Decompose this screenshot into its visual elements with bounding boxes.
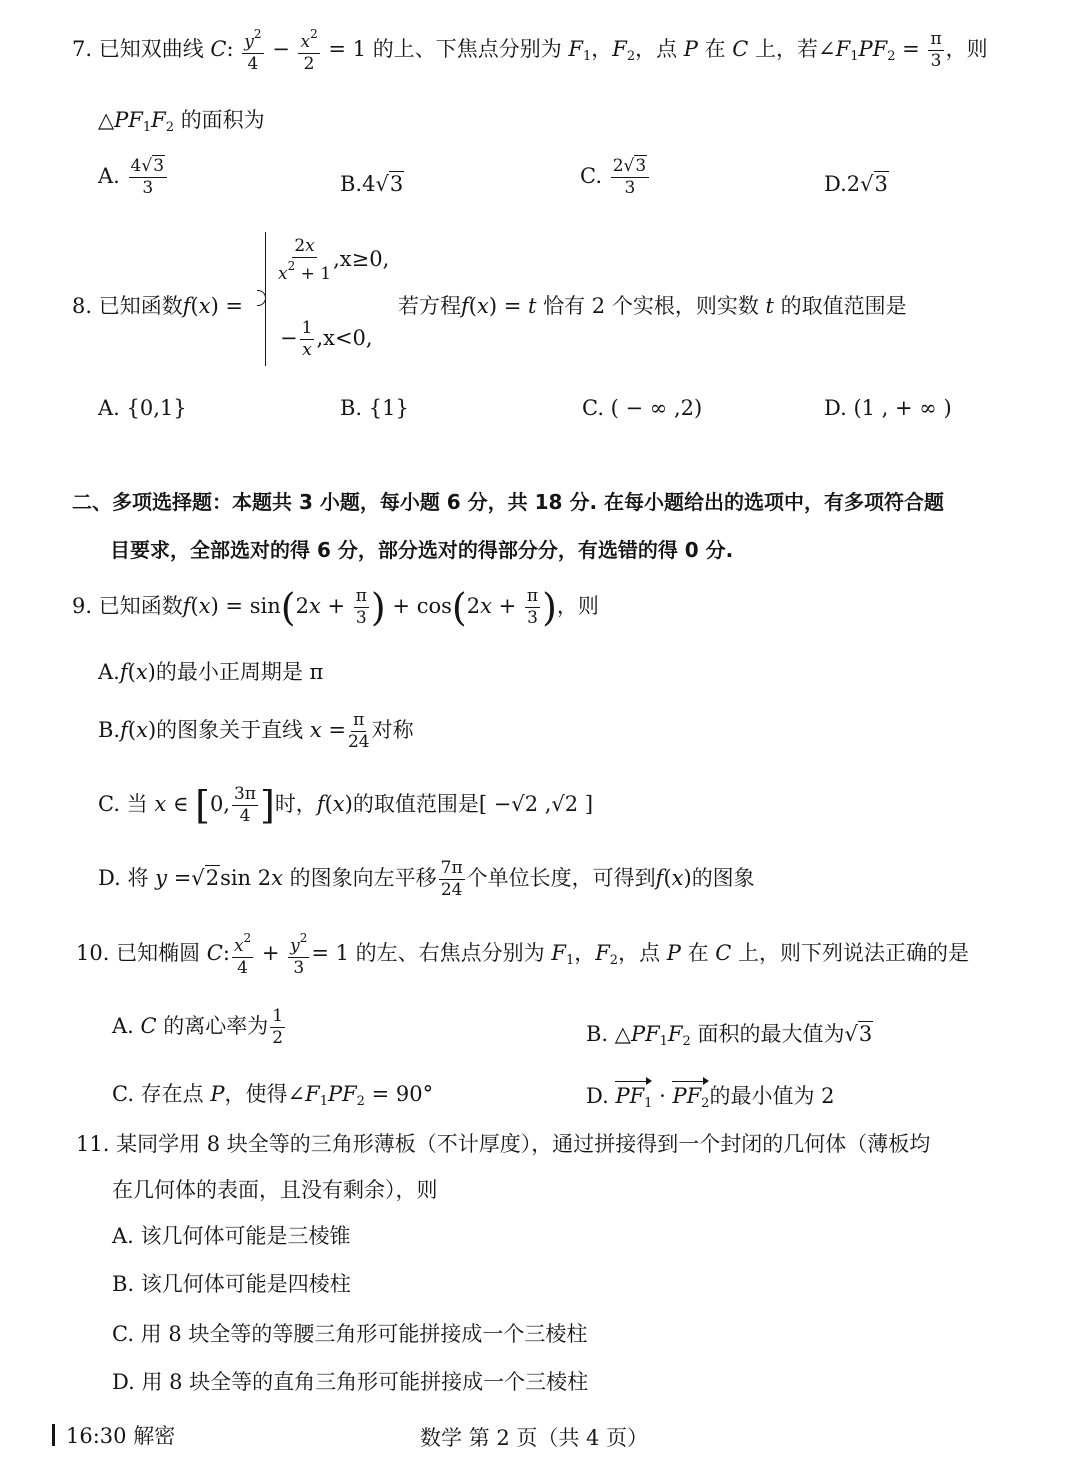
q7-stem-line2: $\triangle PF_1F_2$ 的面积为 bbox=[98, 108, 265, 135]
q9-stem: 9. 已知函数f(x) = sin(2x + $\frac{\pi}{3}$ ) + cos(2x + $\frac{\pi}{3}$ )，则 bbox=[72, 585, 599, 630]
q9-option-c[interactable]: C. 当 x ∈ [0, $\frac{3\pi}{4}$ ]时，f(x)的取值范围是[ −√2 ,√2 ] bbox=[98, 783, 594, 828]
q11-stem-line2: 在几何体的表面，且没有剩余），则 bbox=[112, 1178, 438, 1202]
q8-case-1: $\frac{2x}{x^2 + 1}$ ,x≥0, bbox=[278, 236, 390, 284]
q9-option-d[interactable]: D. 将 y =√2sin 2x 的图象向左平移 $\frac{7\pi}{24}$ 个单位长度，可得到f(x)的图象 bbox=[98, 858, 755, 900]
q10-option-d[interactable]: D. $PF_1 \cdot PF_2$的最小值为 2 bbox=[586, 1084, 835, 1111]
q11-option-a[interactable]: A. 该几何体可能是三棱锥 bbox=[112, 1224, 351, 1248]
q7-option-b[interactable]: B.4√3 bbox=[340, 172, 404, 196]
q11-number: 11. bbox=[76, 1132, 110, 1156]
q9-option-a[interactable]: A.f(x)的最小正周期是 π bbox=[98, 660, 324, 684]
q7-frac-x2-2: $\frac{x^2}{2}$ bbox=[300, 27, 318, 74]
q8-piecewise-brace bbox=[265, 232, 274, 366]
q7-option-a[interactable]: A. $\frac{4√3}{3}$ bbox=[98, 158, 169, 197]
q7-stem: 7. 已知双曲线 C: $\frac{y^2}{4}$ − $\frac{x^2}{2}$ = 1 的上、下焦点分别为 $F_1$，$F_2$，点 P 在 C 上，若$\angle F_1PF_2$ = $\frac{\pi}{3}$ ，则 bbox=[72, 27, 988, 74]
q9-number: 9. bbox=[72, 594, 93, 618]
q11-stem-line1: 11. 某同学用 8 块全等的三角形薄板（不计厚度），通过拼接得到一个封闭的几何体（薄板均 bbox=[76, 1132, 931, 1156]
q11-option-c[interactable]: C. 用 8 块全等的等腰三角形可能拼接成一个三棱柱 bbox=[112, 1322, 588, 1346]
q11-option-b[interactable]: B. 该几何体可能是四棱柱 bbox=[112, 1272, 351, 1296]
q7-option-c[interactable]: C. $\frac{2√3}{3}$ bbox=[580, 158, 651, 197]
q7-option-d[interactable]: D.2√3 bbox=[824, 172, 888, 196]
q8-option-a[interactable]: A. {0,1} bbox=[98, 396, 187, 420]
q10-option-c[interactable]: C. 存在点 P，使得$\angle F_1PF_2 = 90^\circ$ bbox=[112, 1082, 434, 1109]
q7-number: 7. bbox=[72, 37, 93, 61]
q9-option-b[interactable]: B.f(x)的图象关于直线 x = $\frac{\pi}{24}$ 对称 bbox=[98, 710, 414, 752]
section2-heading-line2: 目要求，全部选对的得 6 分，部分选对的得部分分，有选错的得 0 分. bbox=[110, 538, 734, 562]
q10-stem: 10. 已知椭圆 C: $\frac{x^2}{4}$ + $\frac{y^2}{3}$ = 1 的左、右焦点分别为 $F_1$，$F_2$，点 P 在 C 上，则下列说法正确的是 bbox=[76, 931, 970, 978]
q8-stem: 8. 已知函数f(x) = bbox=[72, 294, 244, 318]
q8-option-d[interactable]: D. (1 , + ∞ ) bbox=[824, 396, 952, 420]
footer-bar-mark bbox=[52, 1424, 55, 1446]
section2-heading-line1: 二、多项选择题：本题共 3 小题，每小题 6 分，共 18 分. 在每小题给出的选项中，有多项符合题 bbox=[72, 490, 945, 514]
q8-option-c[interactable]: C. ( − ∞ ,2) bbox=[582, 396, 703, 420]
q11-option-d[interactable]: D. 用 8 块全等的直角三角形可能拼接成一个三棱柱 bbox=[112, 1370, 589, 1394]
q8-option-b[interactable]: B. {1} bbox=[340, 396, 409, 420]
q10-option-b[interactable]: B. $\triangle PF_1F_2$ 面积的最大值为√3 bbox=[586, 1022, 873, 1049]
q10-option-a[interactable]: A. C 的离心率为 $\frac{1}{2}$ bbox=[112, 1006, 284, 1048]
q10-number: 10. bbox=[76, 941, 110, 965]
q7-frac-pi-3: $\frac{\pi}{3}$ bbox=[930, 29, 942, 71]
q8-stem-tail: 若方程f(x) = t 恰有 2 个实根，则实数 t 的取值范围是 bbox=[398, 294, 907, 318]
footer-page-info: 数学 第 2 页（共 4 页） bbox=[420, 1426, 649, 1450]
footer-unseal-time: 16:30 解密 bbox=[66, 1424, 176, 1448]
q8-number: 8. bbox=[72, 294, 93, 318]
q7-frac-y2-4: $\frac{y^2}{4}$ bbox=[244, 27, 262, 74]
q8-case-2: − $\frac{1}{x}$ ,x<0, bbox=[280, 318, 373, 360]
